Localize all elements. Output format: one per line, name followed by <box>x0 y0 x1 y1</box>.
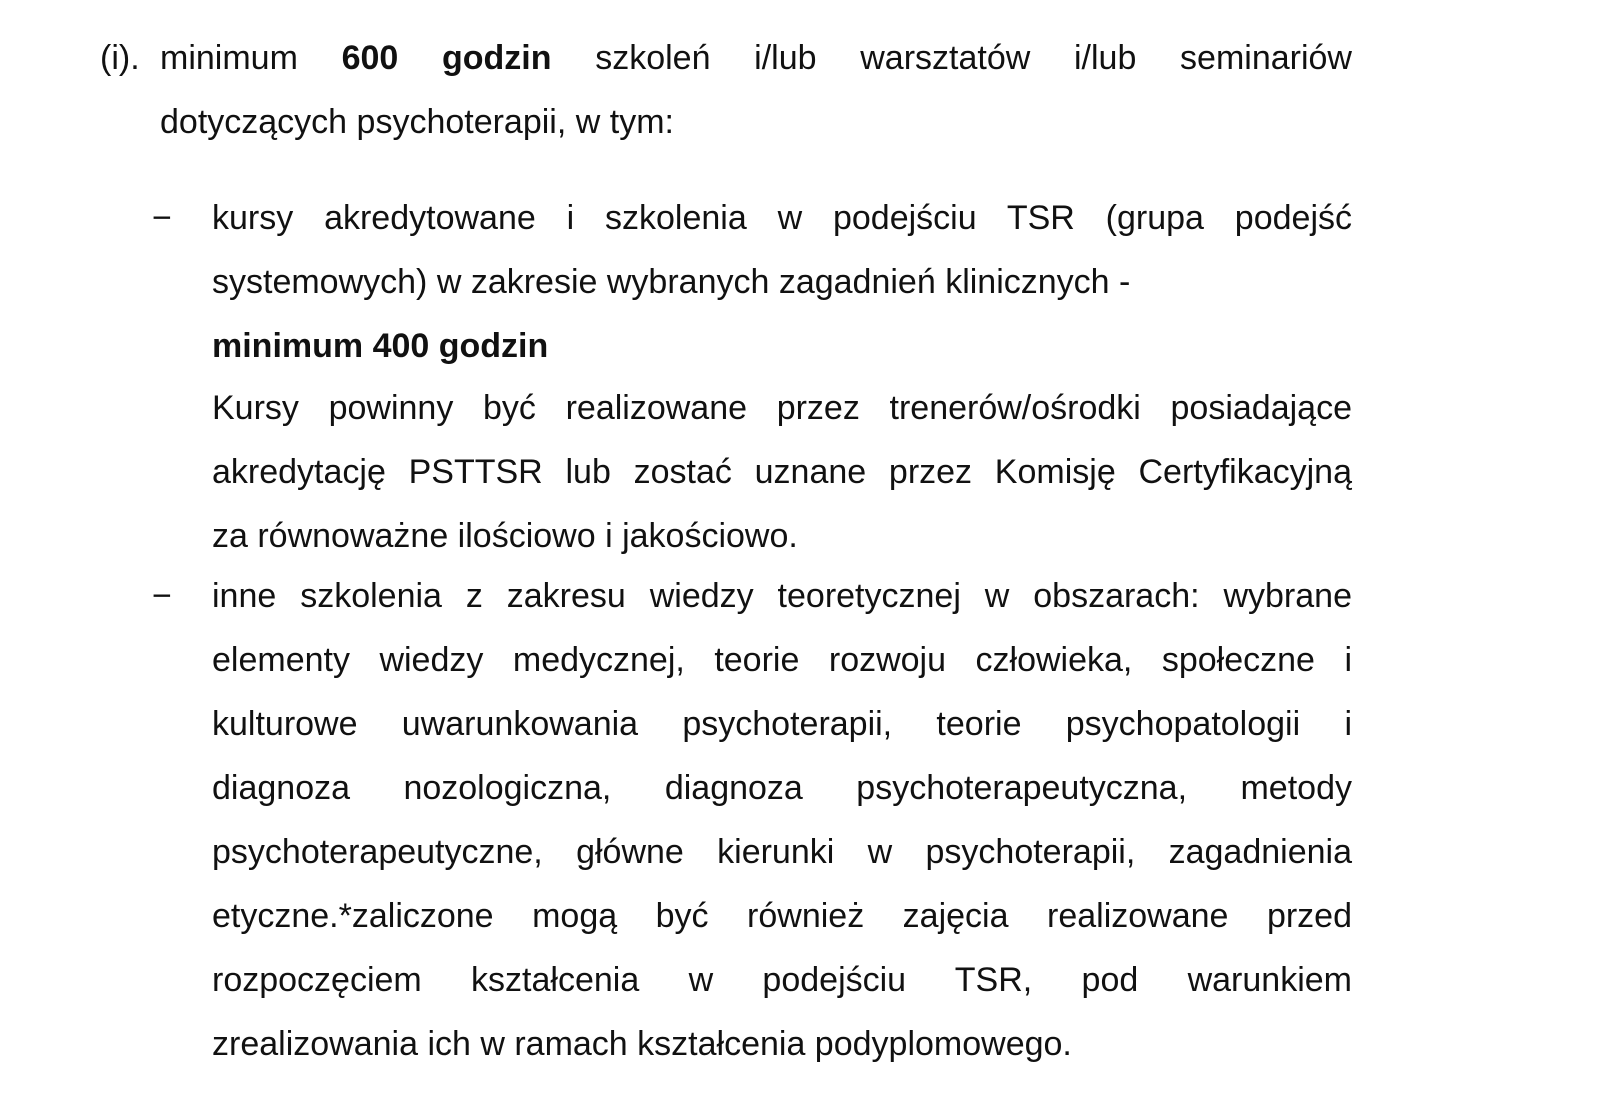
bullet-1-bold-line: minimum 400 godzin <box>212 327 549 365</box>
bullet-2-line-5: psychoterapeutyczne, główne kierunki w psychoterapii, zagadnienia <box>212 833 1352 871</box>
bullet-1-note-line-2: akredytację PSTTSR lub zostać uznane przez Komisję Certyfikacyjną <box>212 453 1352 491</box>
item-line-1-post: szkoleń i/lub warsztatów i/lub seminariów <box>595 39 1352 77</box>
bullet-dash-2: − <box>152 577 172 615</box>
item-line-2: dotyczących psychoterapii, w tym: <box>160 103 674 141</box>
item-paragraph <box>160 36 1352 164</box>
bullet-2-line-2: elementy wiedzy medycznej, teorie rozwoju człowieka, społeczne i <box>212 641 1352 679</box>
bullet-1-note-line-3: za równoważne ilościowo i jakościowo. <box>212 517 798 555</box>
item-line-1-pre: minimum <box>160 39 298 77</box>
bullet-2-text <box>212 574 1352 1086</box>
item-marker: (i). <box>100 39 140 77</box>
bullet-2-line-1: inne szkolenia z zakresu wiedzy teoretycznej w obszarach: wybrane <box>212 577 1352 615</box>
item-hours-bold: 600 godzin <box>341 39 552 77</box>
bullet-1-line-1: kursy akredytowane i szkolenia w podejściu TSR (grupa podejść <box>212 199 1352 237</box>
bullet-1-text <box>212 196 1352 578</box>
bullet-2-line-3: kulturowe uwarunkowania psychoterapii, teorie psychopatologii i <box>212 705 1352 743</box>
item-line-1 <box>160 36 1352 100</box>
bullet-1-note-line-1: Kursy powinny być realizowane przez trenerów/ośrodki posiadające <box>212 389 1352 427</box>
bullet-dash-1: − <box>152 199 172 237</box>
bullet-2-line-8: zrealizowania ich w ramach kształcenia podyplomowego. <box>212 1025 1072 1063</box>
bullet-1-line-2: systemowych) w zakresie wybranych zagadnień klinicznych - <box>212 263 1131 301</box>
bullet-2-line-7: rozpoczęciem kształcenia w podejściu TSR, pod warunkiem <box>212 961 1352 999</box>
bullet-2-line-4: diagnoza nozologiczna, diagnoza psychoterapeutyczna, metody <box>212 769 1352 807</box>
bullet-2-line-6: etyczne.*zaliczone mogą być również zajęcia realizowane przed <box>212 897 1352 935</box>
